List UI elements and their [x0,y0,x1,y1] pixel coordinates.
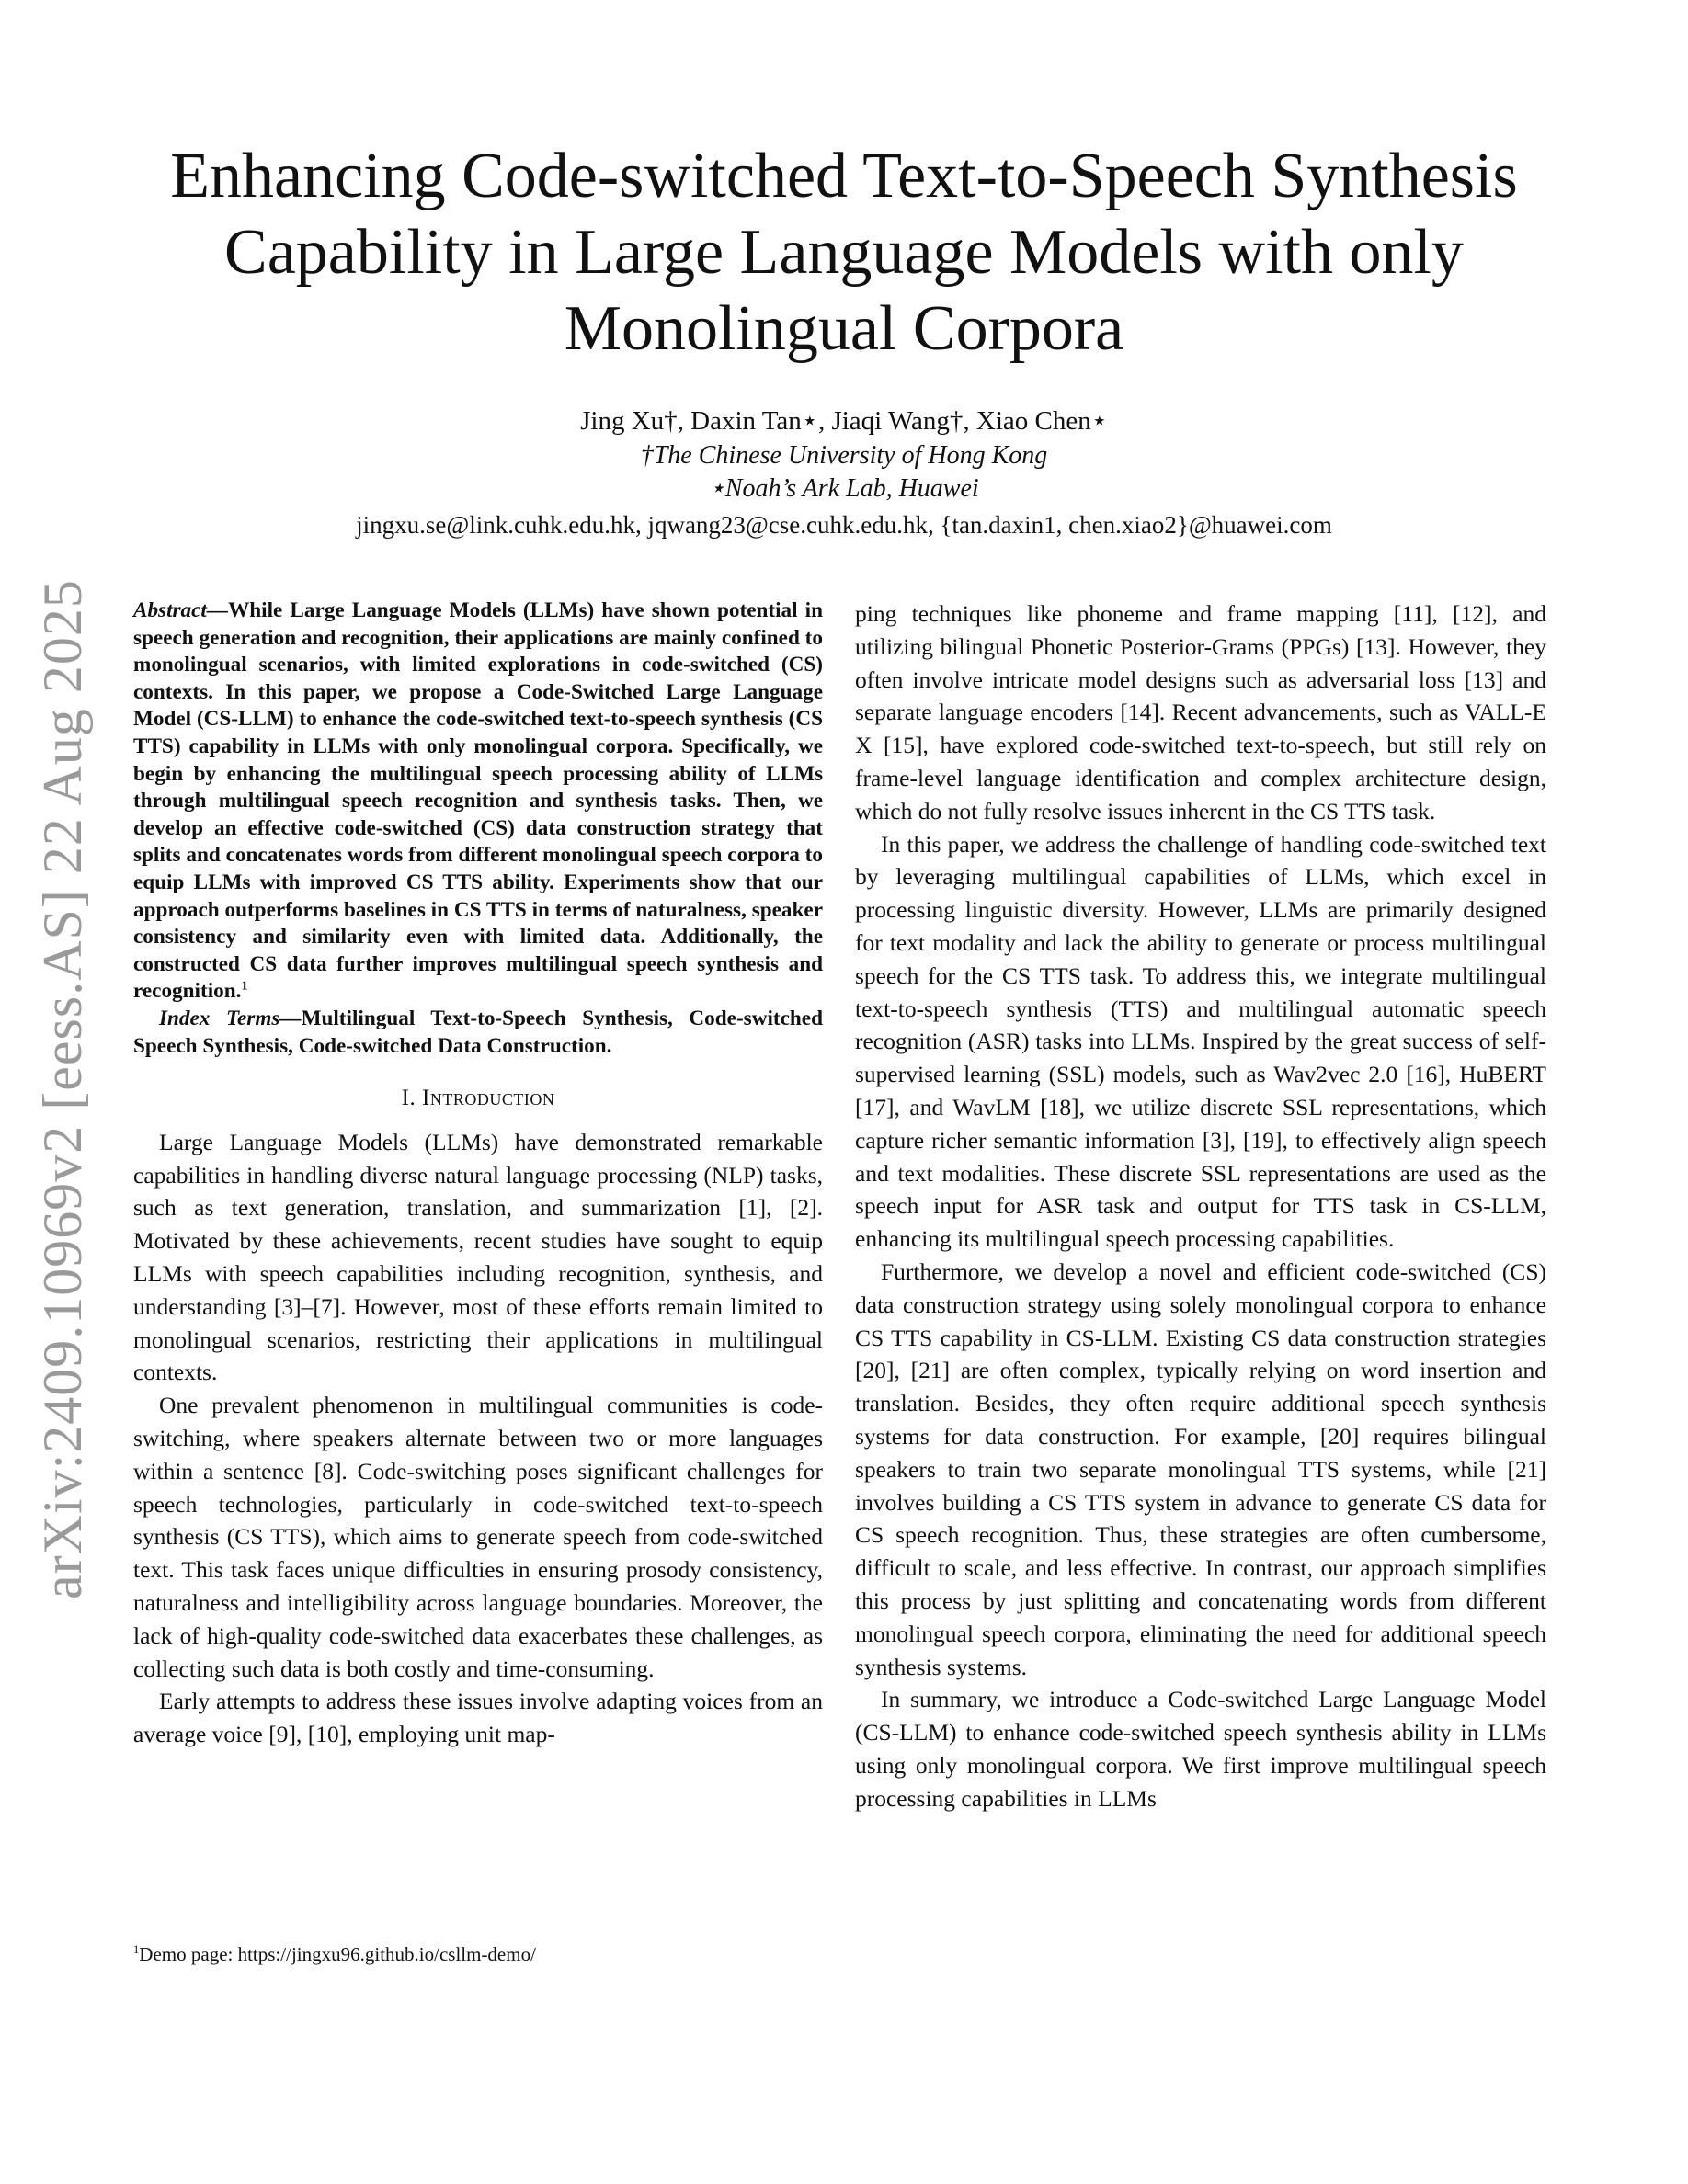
intro-paragraph-3: Early attempts to address these issues involve adapting voices from an average voice [9], [10], employing unit map- [133,1688,823,1748]
intro-paragraph-2: One prevalent phenomenon in multilingual communities is code-switching, where speakers alternate between two or more languages within a sentence [8]. Code-switching poses significant challenges for speech technologies, particularly in code-switched text-to-speech synthesis (CS TTS), which aims to generate speech from code-switched text. This task faces unique difficulties in ensuring prosody consistency, naturalness and intelligibility across language boundaries. Moreover, the lack of high-quality code-switched data exacerbates these challenges, as collecting such data is both costly and time-consuming. [133,1392,823,1682]
intro-paragraph-4: In this paper, we address the challenge of handling code-switched text by leveraging multilingual capabilities of LLMs, which excel in processing linguistic diversity. However, LLMs are primarily designed for text modality and lack the ability to generate or process multilingual speech for the CS TTS task. To address this, we integrate multilingual text-to-speech synthesis (TTS) and multilingual automatic speech recognition (ASR) tasks into LLMs. Inspired by the great success of self-supervised learning (SSL) models, such as Wav2vec 2.0 [16], HuBERT [17], and WavLM [18], we utilize discrete SSL representations, which capture richer semantic information [3], [19], to effectively align speech and text modalities. These discrete SSL representations are used as the speech input for ASR task and output for TTS task in CS-LLM, enhancing its multilingual speech processing capabilities. [855,830,1546,1253]
section-heading-introduction [133,1082,823,1115]
right-column [855,597,1546,1814]
abstract-text: While Large Language Models (LLMs) have shown potential in speech generation and recognition, their applications are mainly confined to monolingual scenarios, with limited explorations in code-switched (CS) contexts. In this paper, we propose a Code-Switched Large Language Model (CS-LLM) to enhance the code-switched text-to-speech synthesis (CS TTS) capability in LLMs with only monolingual corpora. Specifically, we begin by enhancing the multilingual speech processing ability of LLMs through multilingual speech recognition and synthesis tasks. Then, we develop an effective code-switched (CS) data construction strategy that splits and concatenates words from different monolingual speech corpora to equip LLMs with improved CS TTS ability. Experiments show that our approach outperforms baselines in CS TTS in terms of naturalness, speaker consistency and similarity even with limited data. Additionally, the constructed CS data further improves multilingual speech synthesis and recognition. [133,598,823,1004]
paper-title: Enhancing Code-switched Text-to-Speech Synthesis Capability in Large Language Models with only Monolingual Corpora [170,141,1518,364]
affiliation-cuhk: †The Chinese University of Hong Kong [640,441,1048,470]
footnote [133,1941,823,1967]
index-terms [133,1006,823,1060]
abstract [133,597,823,1006]
author-emails: jingxu.se@link.cuhk.edu.hk, jqwang23@cse.cuhk.edu.hk, {tan.daxin1, chen.xiao2}@huawei.com [356,511,1332,539]
section-title: Introduction [422,1086,555,1111]
intro-paragraph-5: Furthermore, we develop a novel and efficient code-switched (CS) data construction strategy using solely monolingual corpora to enhance CS TTS capability in CS-LLM. Existing CS data construction strategies [20], [21] are often complex, typically relying on word insertion and translation. Besides, they often require additional speech synthesis systems for data construction. For example, [20] requires bilingual speakers to train two separate monolingual TTS systems, while [21] involves building a CS TTS system in advance to generate CS data for CS speech recognition. Thus, these strategies are often cumbersome, difficult to scale, and less effective. In contrast, our approach simplifies this process by just splitting and concatenating words from different monolingual speech corpora, eliminating the need for additional speech synthesis systems. [855,1257,1546,1680]
footnote-mark: 1 [133,1943,140,1956]
intro-paragraph-3-continued: ping techniques like phoneme and frame mapping [11], [12], and utilizing bilingual Phonetic Posterior-Grams (PPGs) [13]. However, they often involve intricate model designs such as adversarial loss [13] and separate language encoders [14]. Recent advancements, such as VALL-E X [15], have explored code-switched text-to-speech, but still rely on frame-level language identification and complex architecture design, which do not fully resolve issues inherent in the CS TTS task. [855,600,1546,825]
section-number: I. [401,1086,416,1111]
intro-paragraph-6: In summary, we introduce a Code-switched Large Language Model (CS-LLM) to enhance code-switched speech synthesis ability in LLMs using only monolingual corpora. We first improve multilingual speech processing capabilities in LLMs [855,1686,1546,1812]
abstract-footnote-mark: 1 [241,979,248,994]
left-column [133,597,823,1751]
index-terms-label: Index Terms— [159,1006,302,1030]
abstract-label: Abstract— [133,598,229,622]
intro-paragraph-1: Large Language Models (LLMs) have demonstrated remarkable capabilities in handling diverse natural language processing (NLP) tasks, such as text generation, translation, and summarization [1], [2]. Motivated by these achievements, recent studies have sought to equip LLMs with speech capabilities including recognition, synthesis, and understanding [3]–[7]. However, most of these efforts remain limited to monolingual scenarios, restricting their applications in multilingual contexts. [133,1128,823,1386]
arxiv-identifier: arXiv:2409.10969v2 [eess.AS] 22 Aug 2025 [32,579,93,1599]
footnote-text: Demo page: https://jingxu96.github.io/csllm-demo/ [139,1943,536,1965]
author-list: Jing Xu†, Daxin Tan⋆, Jiaqi Wang†, Xiao Chen⋆ [580,406,1108,436]
index-terms-text: Multilingual Text-to-Speech Synthesis, Code-switched Speech Synthesis, Code-switched Data Construction. [133,1006,823,1058]
affiliation-huawei: ⋆Noah’s Ark Lab, Huawei [709,474,979,503]
